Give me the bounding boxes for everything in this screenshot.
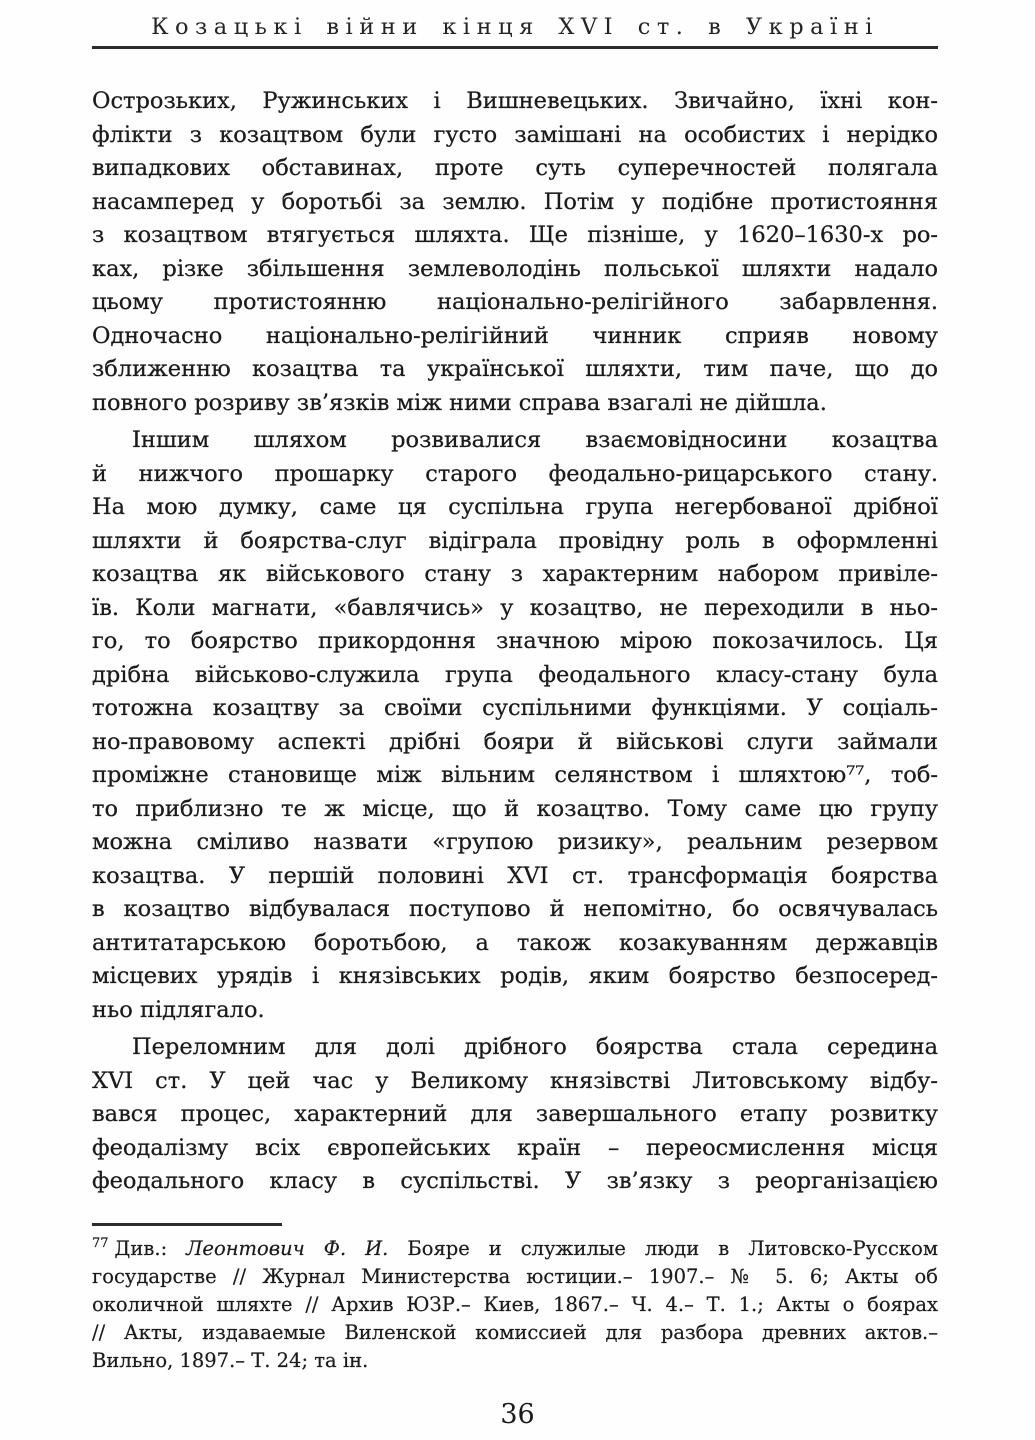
header-title: Козацькі війни кінця XVI ст. в Україні [151, 14, 879, 40]
footnote [92, 1235, 938, 1375]
footnote-line: Вильно, 1897.– Т. 24; та ін. [92, 1348, 369, 1372]
footnote-marker: 77 [92, 1236, 109, 1251]
body-text [92, 85, 938, 1199]
text-line: го, то боярство прикордоння значною мірою покозачилось. Ця [92, 628, 938, 654]
text-line: то приблизно те ж місце, що й козацтво. Тому саме цю групу [92, 795, 938, 822]
paragraph [92, 1031, 938, 1199]
text-line: флікти з козацтвом були густо замішані на особистих і нерідко [92, 121, 938, 148]
text-line: Переломним для долі дрібного боярства стала середина [132, 1034, 938, 1060]
text-line: козацтва. У першій половині XVI ст. трансформація боярства [92, 862, 938, 889]
text-line: й нижчого прошарку старого феодально-рицарського стану. [92, 460, 938, 487]
text-line: ках, різке збільшення землеволодінь польської шляхти надало [92, 255, 938, 282]
footnote-line1-rest: Бояре и служилые люди в Литовско-Русском [388, 1236, 938, 1260]
footnote-line: // Акты, издаваемые Виленской комиссией для разбора древних актов.– [92, 1320, 938, 1344]
text-line: дрібна військово-служила група феодального класу-стану була [92, 661, 938, 688]
text-line: повного розриву зв’язків між ними справа взагалі не дійшла. [92, 389, 827, 416]
header-rule [92, 46, 938, 49]
paragraph [92, 424, 938, 1027]
footnote-line [92, 1235, 938, 1263]
text-line: На мою думку, саме ця суспільна група негербованої дрібної [92, 494, 938, 520]
text-line: Острозьких, Ружинських і Вишневецьких. Звичайно, їхні кон- [92, 88, 938, 114]
text-line: проміжне становище між вільним селянством і шляхтою⁷⁷, тоб- [92, 762, 938, 788]
text-line: антитатарською боротьбою, а також козакуванням державців [92, 929, 938, 956]
text-line: козацтва як військового стану з характерним набором привіле- [92, 561, 938, 587]
text-line: вався процес, характерний для завершального етапу розвитку [92, 1101, 938, 1127]
text-line: місцевих урядів і князівських родів, яким боярство безпосеред- [92, 963, 938, 989]
footnote-author-italic: Леонтович Ф. И. [186, 1236, 389, 1260]
text-line: но-правовому аспекті дрібні бояри й військові слуги займали [92, 728, 938, 755]
footnote-line: государстве // Журнал Министерства юстиции.– 1907.– № 5. 6; Акты об [92, 1264, 938, 1288]
footnote-line: околичной шляхте // Архив ЮЗР.– Киев, 1867.– Ч. 4.– Т. 1.; Акты о боярах [92, 1292, 938, 1316]
text-line: в козацтво відбувалася поступово й непомітно, бо освячувалась [92, 896, 938, 922]
text-line: Іншим шляхом розвивалися взаємовідносини козацтва [132, 427, 938, 453]
text-line: феодального класу в суспільстві. У зв’язку з реорганізацією [92, 1168, 938, 1194]
footnote-lines [92, 1263, 938, 1375]
footnote-separator [92, 1223, 282, 1226]
page-footer [0, 1399, 1035, 1430]
text-line: зближенню козацтва та української шляхти, тим паче, що до [92, 356, 938, 382]
text-line: феодалізму всіх європейських країн – переосмислення місця [92, 1134, 938, 1161]
text-line: ньо підлягало. [92, 996, 265, 1023]
paragraph [92, 85, 938, 420]
text-line: XVI ст. У цей час у Великому князівстві Литовському відбу- [92, 1067, 938, 1094]
footnote-intro: Див.: [114, 1236, 187, 1260]
text-line: насамперед у боротьбі за землю. Потім у подібне протистояння [92, 188, 938, 215]
text-line: шляхти й боярства-слуг відіграла провідну роль в оформленні [92, 527, 938, 554]
text-line: випадкових обставинах, проте суть суперечностей полягала [92, 155, 938, 181]
text-line: цьому протистоянню національно-релігійного забарвлення. [92, 289, 938, 315]
running-header [0, 0, 1035, 49]
text-line: з козацтвом втягується шляхта. Ще пізніше, у 1620–1630-х ро- [92, 222, 938, 248]
text-line: можна сміливо назвати «групою ризику», реальним резервом [92, 829, 938, 855]
text-line: тотожна козацтву за своїми суспільними функціями. У соціаль- [92, 695, 938, 721]
text-line: Одночасно національно-релігійний чинник сприяв новому [92, 322, 938, 349]
page-number: 36 [500, 1398, 535, 1430]
text-line: їв. Коли магнати, «бавлячись» у козацтво, не переходили в ньо- [92, 594, 938, 621]
